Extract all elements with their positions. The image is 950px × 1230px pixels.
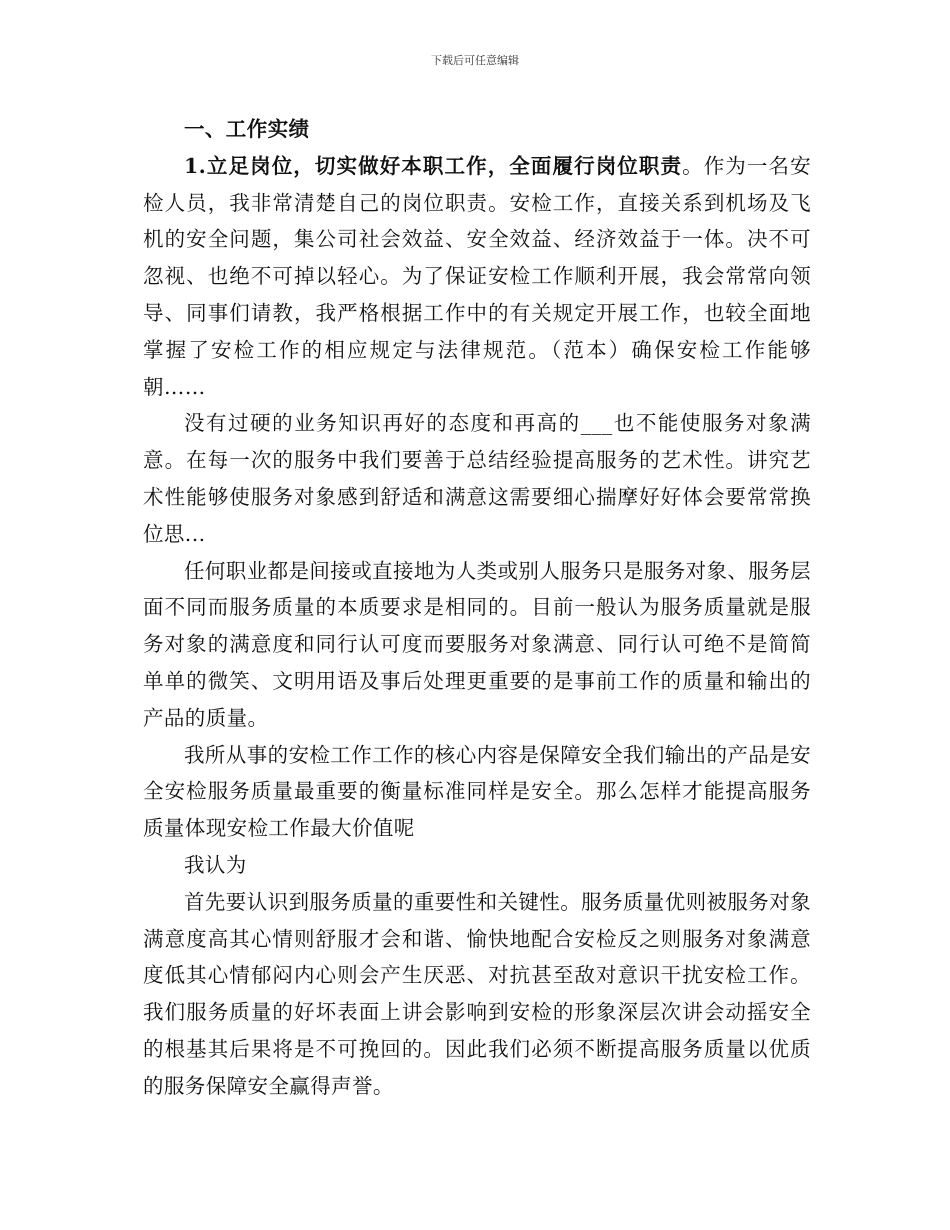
document-body xyxy=(143,111,811,1105)
paragraph-4: 我所从事的安检工作工作的核心内容是保障安全我们输出的产品是安全安检服务质量最重要的衡量标准同样是安全。那么怎样才能提高服务质量体现安检工作最大价值呢 xyxy=(143,742,811,841)
section-heading: 一、工作实绩 xyxy=(184,117,310,141)
paragraph-6: 首先要认识到服务质量的重要性和关键性。服务质量优则被服务对象满意度高其心情则舒服才会和谐、愉快地配合安检反之则服务对象满意度低其心情郁闷内心则会产生厌恶、对抗甚至敌对意识干扰安检工作。我们服务质量的好坏表面上讲会影响到安检的形象深层次讲会动摇安全的根基其后果将是不可挽回的。因此我们必须不断提高服务质量以优质的服务保障安全赢得声誉。 xyxy=(143,889,811,1098)
paragraph-3: 任何职业都是间接或直接地为人类或别人服务只是服务对象、服务层面不同而服务质量的本质要求是相同的。目前一般认为服务质量就是服务对象的满意度和同行认可度而要服务对象满意、同行认可绝不是简简单单的微笑、文明用语及事后处理更重要的是事前工作的质量和输出的产品的质量。 xyxy=(143,558,811,730)
page-header-note: 下载后可任意编辑 xyxy=(431,54,519,67)
paragraph-1 xyxy=(143,148,811,406)
paragraph-1-text: 。作为一名安检人员，我非常清楚自己的岗位职责。安检工作，直接关系到机场及飞机的安全问题，集公司社会效益、安全效益、经济效益于一体。决不可忽视、也绝不可掉以轻心。为了保证安检工作顺利开展，我会常常向领导、同事们请教，我严格根据工作中的有关规定开展工作，也较全面地掌握了安检工作的相应规定与法律规范。（范本）确保安检工作能够朝…… xyxy=(143,153,812,399)
paragraph-1-lead: 1.立足岗位，切实做好本职工作，全面履行岗位职责 xyxy=(184,153,683,178)
paragraph-5: 我认为 xyxy=(184,852,247,877)
paragraph-2: 没有过硬的业务知识再好的态度和再高的___也不能使服务对象满意。在每一次的服务中我们要善于总结经验提高服务的艺术性。讲究艺术性能够使服务对象感到舒适和满意这需要细心揣摩好好体会要常常换位思... xyxy=(143,411,811,546)
